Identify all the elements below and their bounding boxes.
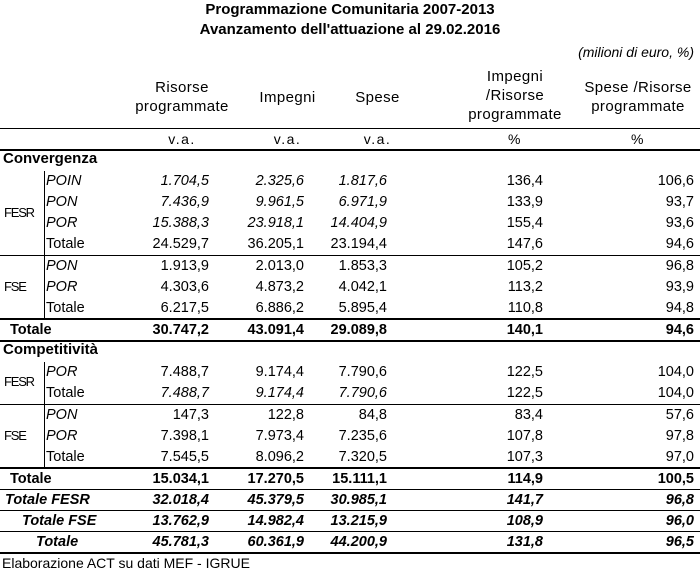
unit-note: (milioni di euro, %) [578, 44, 694, 60]
row-label: Totale [10, 322, 52, 338]
cell-risorse: 7.488,7 [160, 385, 209, 401]
cell-spese: 4.042,1 [338, 279, 387, 295]
cell-spese: 5.895,4 [338, 300, 387, 316]
row-label: Totale [46, 236, 85, 252]
table-subtitle: Avanzamento dell'attuazione al 29.02.2016 [199, 21, 501, 38]
subheader-percent: % [508, 131, 522, 147]
header-spese-risorse: Spese /Risorse programmate [584, 79, 692, 115]
cell-impegni-pct: 147,6 [506, 236, 543, 252]
table-row [0, 256, 700, 277]
cell-risorse: 7.436,9 [160, 194, 209, 210]
cell-risorse: 7.545,5 [160, 449, 209, 465]
cell-impegni-pct: 140,1 [506, 322, 543, 338]
source-note: Elaborazione ACT su dati MEF - IGRUE [2, 555, 250, 571]
cell-impegni-pct: 133,9 [506, 194, 543, 210]
cell-spese-pct: 57,6 [665, 407, 694, 423]
cell-impegni: 2.325,6 [255, 173, 304, 189]
cell-risorse: 45.781,3 [152, 534, 209, 550]
cell-spese: 23.194,4 [330, 236, 387, 252]
cell-impegni: 7.973,4 [255, 428, 304, 444]
table-row [0, 383, 700, 404]
subheader-percent: % [631, 131, 645, 147]
cell-spese-pct: 96,8 [665, 258, 694, 274]
cell-impegni: 43.091,4 [247, 322, 304, 338]
cell-spese: 44.200,9 [330, 534, 387, 550]
cell-impegni: 36.205,1 [247, 236, 304, 252]
cell-spese-pct: 93,7 [665, 194, 694, 210]
cell-spese: 7.235,6 [338, 428, 387, 444]
cell-impegni-pct: 122,5 [506, 385, 543, 401]
cell-spese: 84,8 [358, 407, 387, 423]
divider [0, 128, 700, 129]
cell-spese-pct: 94,6 [665, 322, 694, 338]
row-label: Totale FESR [5, 492, 90, 508]
table-row-grand-total [0, 532, 700, 553]
cell-spese: 29.089,8 [330, 322, 387, 338]
cell-impegni-pct: 114,9 [507, 471, 543, 487]
row-label: POR [46, 279, 78, 295]
cell-spese-pct: 97,0 [665, 449, 694, 465]
cell-impegni-pct: 141,7 [506, 492, 543, 508]
cell-spese-pct: 104,0 [657, 364, 694, 380]
cell-impegni: 9.174,4 [255, 385, 304, 401]
cell-spese-pct: 97,8 [665, 428, 694, 444]
cell-risorse: 1.913,9 [160, 258, 209, 274]
cell-risorse: 4.303,6 [160, 279, 209, 295]
cell-spese-pct: 93,6 [665, 215, 694, 231]
table-row-total [0, 320, 700, 341]
table-row [0, 277, 700, 298]
cell-spese-pct: 104,0 [657, 385, 694, 401]
cell-risorse: 13.762,9 [152, 513, 209, 529]
table-row [0, 234, 700, 255]
table-row [0, 447, 700, 468]
table-row [0, 213, 700, 234]
section-heading-competitivita: Competitività [3, 341, 99, 358]
cell-spese: 14.404,9 [330, 215, 387, 231]
row-label: Totale [10, 471, 52, 487]
header-impegni-risorse: Impegni /Risorse programmate [468, 68, 562, 123]
row-label: PON [46, 258, 78, 274]
cell-spese: 1.817,6 [338, 173, 387, 189]
divider [0, 149, 700, 151]
cell-spese-pct: 94,8 [665, 300, 694, 316]
cell-impegni: 6.886,2 [255, 300, 304, 316]
row-label: Totale [46, 385, 85, 401]
cell-impegni: 2.013,0 [255, 258, 304, 274]
cell-spese-pct: 93,9 [665, 279, 694, 295]
cell-risorse: 7.398,1 [160, 428, 209, 444]
row-label: POIN [46, 173, 82, 189]
cell-impegni: 17.270,5 [247, 471, 304, 487]
cell-impegni-pct: 110,8 [507, 300, 543, 316]
header-risorse-programmate: Risorse programmate [135, 79, 229, 115]
cell-spese: 13.215,9 [330, 513, 387, 529]
fund-label-fesr: FESR [4, 205, 34, 220]
cell-impegni: 8.096,2 [255, 449, 304, 465]
row-label: Totale [36, 534, 79, 550]
row-label: PON [46, 407, 78, 423]
table-row [0, 192, 700, 213]
cell-spese-pct: 100,5 [657, 471, 694, 487]
cell-spese-pct: 96,8 [665, 492, 694, 508]
cell-risorse: 147,3 [172, 407, 209, 423]
table-row [0, 298, 700, 319]
cell-impegni-pct: 136,4 [506, 173, 543, 189]
cell-impegni: 4.873,2 [255, 279, 304, 295]
table-title: Programmazione Comunitaria 2007-2013 [205, 1, 495, 18]
fund-label-fse: FSE [4, 428, 26, 443]
cell-impegni: 9.961,5 [255, 194, 304, 210]
cell-impegni: 14.982,4 [247, 513, 304, 529]
cell-risorse: 32.018,4 [152, 492, 209, 508]
table-row [0, 362, 700, 383]
table-row-total-fesr [0, 490, 700, 511]
cell-risorse: 1.704,5 [160, 173, 209, 189]
cell-spese: 1.853,3 [338, 258, 387, 274]
cell-impegni-pct: 122,5 [506, 364, 543, 380]
cell-risorse: 6.217,5 [160, 300, 209, 316]
cell-spese-pct: 96,5 [665, 534, 694, 550]
cell-spese-pct: 96,0 [665, 513, 694, 529]
cell-spese: 7.790,6 [338, 364, 387, 380]
cell-impegni-pct: 107,8 [506, 428, 543, 444]
cell-spese: 30.985,1 [330, 492, 387, 508]
cell-impegni: 122,8 [267, 407, 304, 423]
row-label: Totale FSE [22, 513, 97, 529]
subheader-va: v.a. [273, 131, 302, 147]
table-row [0, 171, 700, 192]
table-row [0, 426, 700, 447]
subheader-va: v.a. [168, 131, 196, 147]
cell-impegni-pct: 107,3 [506, 449, 543, 465]
row-label: Totale [46, 449, 85, 465]
header-spese: Spese [355, 89, 400, 106]
cell-risorse: 30.747,2 [152, 322, 209, 338]
cell-spese: 7.790,6 [338, 385, 387, 401]
cell-impegni: 45.379,5 [247, 492, 304, 508]
cell-risorse: 7.488,7 [160, 364, 209, 380]
row-label: POR [46, 215, 78, 231]
row-label: POR [46, 364, 78, 380]
cell-impegni-pct: 105,2 [506, 258, 543, 274]
header-impegni: Impegni [259, 89, 316, 106]
cell-impegni: 9.174,4 [255, 364, 304, 380]
table-row-total [0, 469, 700, 490]
cell-impegni-pct: 155,4 [506, 215, 543, 231]
cell-impegni: 23.918,1 [247, 215, 304, 231]
cell-spese: 15.111,1 [332, 471, 387, 487]
cell-impegni-pct: 108,9 [506, 513, 543, 529]
cell-risorse: 15.388,3 [152, 215, 209, 231]
row-label: Totale [46, 300, 85, 316]
table-row-total-fse [0, 511, 700, 532]
cell-risorse: 24.529,7 [152, 236, 209, 252]
section-heading-convergenza: Convergenza [3, 150, 98, 167]
row-label: POR [46, 428, 78, 444]
cell-risorse: 15.034,1 [152, 471, 209, 487]
table-row [0, 405, 700, 426]
fund-label-fesr: FESR [4, 374, 34, 389]
cell-spese-pct: 94,6 [665, 236, 694, 252]
fund-label-fse: FSE [4, 279, 26, 294]
row-label: PON [46, 194, 78, 210]
cell-spese: 7.320,5 [338, 449, 387, 465]
cell-impegni-pct: 131,8 [506, 534, 543, 550]
cell-impegni-pct: 83,4 [514, 407, 543, 423]
cell-spese-pct: 106,6 [657, 173, 694, 189]
cell-impegni-pct: 113,2 [507, 279, 543, 295]
cell-spese: 6.971,9 [338, 194, 387, 210]
cell-impegni: 60.361,9 [247, 534, 304, 550]
subheader-va: v.a. [363, 131, 392, 147]
